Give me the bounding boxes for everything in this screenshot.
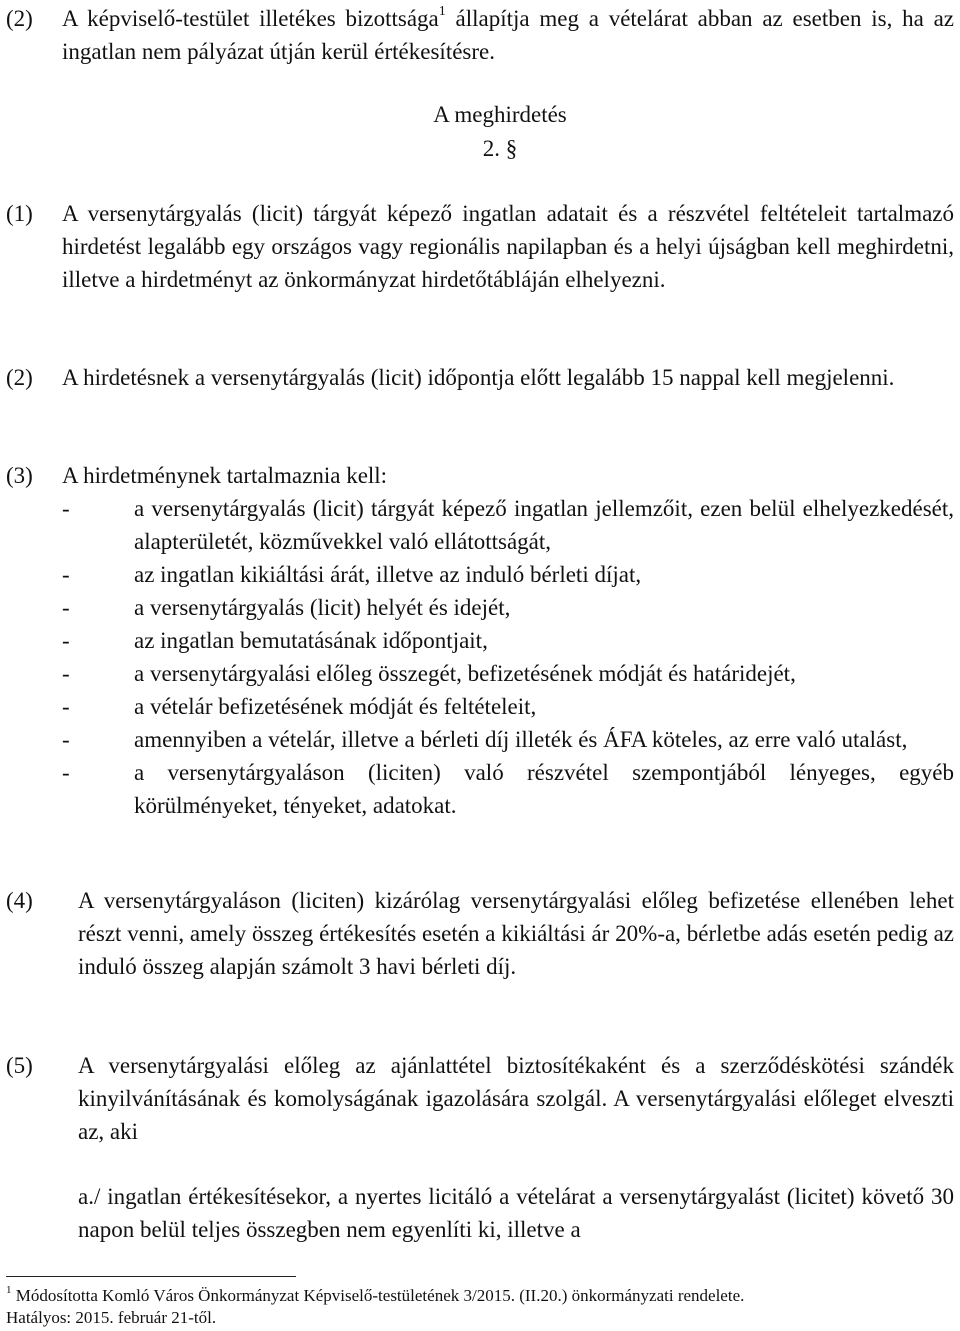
paragraph-text: A versenytárgyaláson (liciten) kizárólag versenytárgyalási előleg befizetése ellenében lehet részt venni, amely összeg értékesítés esetén a kikiáltási ár 20%-a, bérletbe adás esetén pedig az induló összeg alapján számolt 3 havi bérleti díj. xyxy=(78,888,954,979)
footnote-divider xyxy=(6,1276,296,1277)
list-item: - az ingatlan kikiáltási árát, illetve az induló bérleti díjat, xyxy=(62,562,642,587)
footnote xyxy=(6,1285,954,1329)
requirements-list xyxy=(6,492,954,822)
list-item: - a versenytárgyalás (licit) tárgyát képező ingatlan jellemzőit, ezen belül elhelyezkedését, alapterületét, közművekkel való ellátottságát, xyxy=(62,496,954,554)
list-item: - az ingatlan bemutatásának időpontjait, xyxy=(62,628,488,653)
paragraph-number: (4) xyxy=(6,888,33,913)
section-title: A meghirdetés xyxy=(433,102,567,127)
footnote-line-2: Hatályos: 2015. február 21-től. xyxy=(6,1308,217,1327)
paragraph-2-valuation xyxy=(6,2,954,68)
paragraph-3-intro xyxy=(6,459,954,492)
paragraph-2-deadline xyxy=(6,361,954,394)
list-item: - a versenytárgyalási előleg összegét, befizetésének módját és határidejét, xyxy=(62,661,796,686)
paragraph-number: (2) xyxy=(6,6,33,31)
paragraph-number: (3) xyxy=(6,463,33,488)
paragraph-1-announcement xyxy=(6,197,954,296)
section-number: 2. § xyxy=(482,136,518,161)
footnote-reference: 1 xyxy=(438,4,446,20)
paragraph-number: (2) xyxy=(6,365,33,390)
paragraph-4-deposit xyxy=(6,884,954,983)
paragraph-text: A képviselő-testület illetékes bizottsága$^1$ állapítja meg a vételárat abban az esetben is, ha az ingatlan nem pályázat útján kerül értékesítésre. xyxy=(62,4,954,64)
subparagraph-a: a./ ingatlan értékesítésekor, a nyertes licitáló a vételárat a versenytárgyalást (licitet) követő 30 napon belül teljes összegben nem egyenlíti ki, illetve a xyxy=(78,1184,954,1242)
paragraph-text: A hirdetménynek tartalmaznia kell: xyxy=(62,463,388,488)
paragraph-text: A versenytárgyalás (licit) tárgyát képező ingatlan adatait és a részvétel feltételeit tartalmazó hirdetést legalább egy országos vagy regionális napilapban és a helyi újságban kell meghirdetni, illetve a hirdetményt az önkormányzat hirdetőtábláján elhelyezni. xyxy=(62,201,954,292)
paragraph-text: A hirdetésnek a versenytárgyalás (licit) időpontja előtt legalább 15 nappal kell megjelenni. xyxy=(62,365,895,390)
paragraph-5-forfeit xyxy=(6,1049,954,1148)
list-item: - a vételár befizetésének módját és feltételeit, xyxy=(62,694,537,719)
list-item: - amennyiben a vételár, illetve a bérleti díj illeték és ÁFA köteles, az erre való utalást, xyxy=(62,727,908,752)
list-item: - a versenytárgyalás (licit) helyét és idejét, xyxy=(62,595,511,620)
list-item: - a versenytárgyaláson (liciten) való részvétel szempontjából lényeges, egyéb körülményeket, tényeket, adatokat. xyxy=(62,760,954,818)
footnote-line-1: $^1$ Módosította Komló Város Önkormányzat Képviselő-testületének 3/2015. (II.20.) önkormányzati rendelete. xyxy=(6,1284,745,1305)
paragraph-text: A versenytárgyalási előleg az ajánlattétel biztosítékaként és a szerződéskötési szándék kinyilvánításának és komolyságának igazolására szolgál. A versenytárgyalási előleget elveszti az, aki xyxy=(78,1053,954,1144)
paragraph-number: (1) xyxy=(6,201,33,226)
paragraph-number: (5) xyxy=(6,1053,33,1078)
